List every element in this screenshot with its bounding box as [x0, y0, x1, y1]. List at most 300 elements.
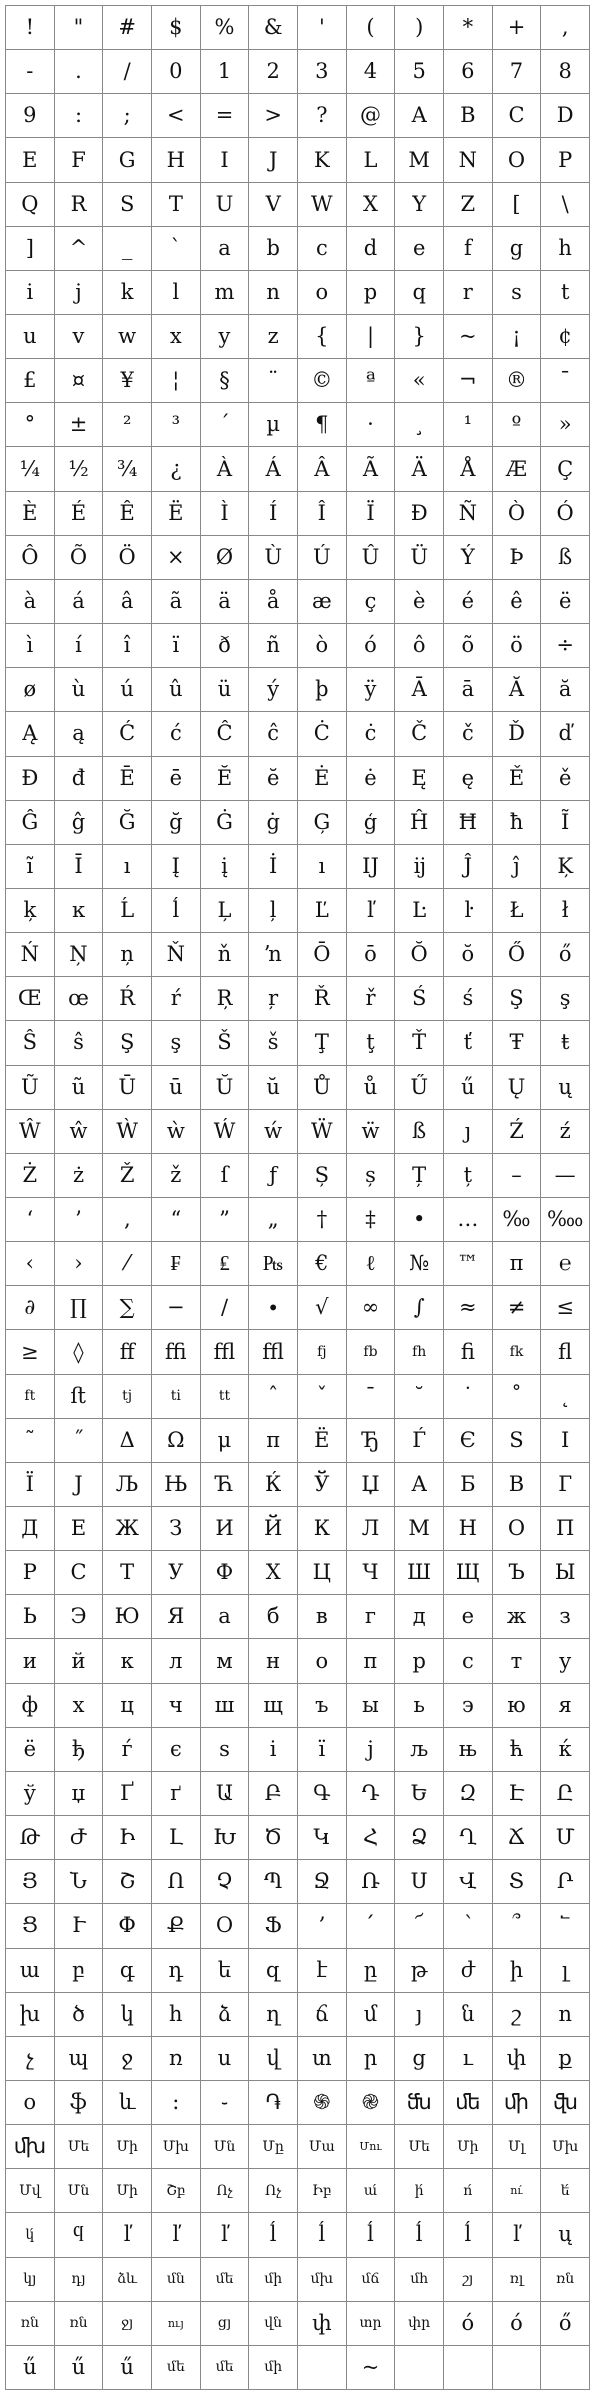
glyph-cell: №: [395, 1242, 444, 1286]
glyph-cell: ě: [541, 757, 590, 801]
glyph-cell: Ő: [493, 933, 542, 977]
glyph-cell: ü: [201, 668, 250, 712]
glyph-cell: փր: [395, 2302, 444, 2346]
glyph-cell: Ç: [541, 447, 590, 491]
glyph-cell: ё: [6, 1728, 55, 1772]
glyph-cell: ր: [347, 2037, 396, 2081]
glyph-cell: ‘: [6, 1198, 55, 1242]
glyph-cell: ֎: [347, 2081, 396, 2125]
glyph-cell: ђ: [55, 1728, 104, 1772]
glyph-cell: ŉ: [249, 933, 298, 977]
glyph-cell: С: [55, 1551, 104, 1595]
glyph-cell: ő: [541, 2302, 590, 2346]
glyph-cell: Ł: [493, 889, 542, 933]
glyph-cell: ժ: [444, 1949, 493, 1993]
glyph-cell: ф: [6, 1684, 55, 1728]
glyph-cell: ֆ: [55, 2081, 104, 2125]
glyph-cell: Ж: [103, 1507, 152, 1551]
glyph-cell: в: [298, 1595, 347, 1639]
glyph-cell: х: [55, 1684, 104, 1728]
glyph-cell: o: [298, 271, 347, 315]
glyph-cell: Ջ: [298, 1860, 347, 1904]
glyph-cell: ȷ: [444, 1110, 493, 1154]
glyph-cell: ﬁ: [444, 1330, 493, 1374]
glyph-cell: û: [152, 668, 201, 712]
glyph-cell: կ́: [6, 2213, 55, 2257]
glyph-cell: ĺ: [249, 2213, 298, 2257]
glyph-cell: ﬕ: [493, 2081, 542, 2125]
glyph-cell: è: [395, 580, 444, 624]
glyph-cell: ŭ: [249, 1066, 298, 1110]
glyph-cell: ա́: [347, 2169, 396, 2213]
glyph-cell: Ï: [347, 492, 396, 536]
glyph-cell: Ș: [298, 1154, 347, 1198]
glyph-cell: ’: [55, 1198, 104, 1242]
glyph-cell: Պ: [249, 1860, 298, 1904]
glyph-cell: մխ: [298, 2258, 347, 2302]
glyph-cell: ŕ: [152, 977, 201, 1021]
glyph-cell: ÿ: [347, 668, 396, 712]
glyph-cell: ă: [541, 668, 590, 712]
glyph-cell: Ţ: [298, 1021, 347, 1065]
glyph-cell: Մի: [103, 2169, 152, 2213]
glyph-cell: M: [395, 138, 444, 182]
glyph-cell: Z: [444, 183, 493, 227]
glyph-cell: ”: [201, 1198, 250, 1242]
glyph-cell: ľ: [493, 2213, 542, 2257]
glyph-cell: չ: [6, 2037, 55, 2081]
glyph-cell: Т: [103, 1551, 152, 1595]
glyph-cell-empty: [493, 2346, 542, 2390]
glyph-cell: Ր: [541, 1860, 590, 1904]
glyph-cell: Ā: [395, 668, 444, 712]
glyph-cell: ^: [55, 227, 104, 271]
glyph-cell: ₤: [201, 1242, 250, 1286]
glyph-cell: ﬖ: [541, 2081, 590, 2125]
glyph-cell: ft: [6, 1375, 55, 1419]
glyph-cell: Ź: [493, 1110, 542, 1154]
glyph-cell: ﬂ: [541, 1330, 590, 1374]
glyph-cell: и: [6, 1639, 55, 1683]
glyph-cell: ъ: [298, 1684, 347, 1728]
glyph-cell: վն: [249, 2302, 298, 2346]
glyph-cell: ¨: [249, 359, 298, 403]
glyph-cell: ¯: [347, 1375, 396, 1419]
glyph-cell: ň: [201, 933, 250, 977]
glyph-cell: Ý: [444, 536, 493, 580]
glyph-cell: Í: [249, 492, 298, 536]
glyph-cell: ¦: [152, 359, 201, 403]
glyph-cell: [: [493, 183, 542, 227]
glyph-cell: :: [55, 94, 104, 138]
glyph-grid: [5, 5, 590, 2390]
glyph-cell: Խ: [201, 1816, 250, 1860]
glyph-cell: Հ: [347, 1816, 396, 1860]
glyph-cell: Վ: [444, 1860, 493, 1904]
glyph-cell: º: [493, 403, 542, 447]
glyph-cell: ќ: [541, 1728, 590, 1772]
glyph-cell: կ: [103, 1993, 152, 2037]
glyph-cell: #: [103, 6, 152, 50]
glyph-cell: ։: [152, 2081, 201, 2125]
glyph-cell: ¶: [298, 403, 347, 447]
glyph-cell: Ի: [103, 1816, 152, 1860]
glyph-cell: р: [395, 1639, 444, 1683]
glyph-cell: √: [298, 1286, 347, 1330]
glyph-cell: j: [55, 271, 104, 315]
glyph-cell: ֍: [298, 2081, 347, 2125]
glyph-cell: տր: [347, 2302, 396, 2346]
glyph-cell: Ķ: [541, 845, 590, 889]
glyph-cell: A: [395, 94, 444, 138]
glyph-cell: fh: [395, 1330, 444, 1374]
glyph-cell: ֊: [201, 2081, 250, 2125]
glyph-cell: Ճ: [493, 1816, 542, 1860]
glyph-cell: О: [493, 1507, 542, 1551]
glyph-cell: Ĝ: [6, 801, 55, 845]
glyph-cell: č: [444, 712, 493, 756]
glyph-cell: А: [395, 1463, 444, 1507]
glyph-cell: ռ: [152, 2037, 201, 2081]
glyph-cell: ս: [201, 2037, 250, 2081]
glyph-cell: Џ: [347, 1463, 396, 1507]
glyph-cell: ц: [103, 1684, 152, 1728]
glyph-cell: Ñ: [444, 492, 493, 536]
glyph-cell: թ: [395, 1949, 444, 1993]
glyph-cell: Ŏ: [395, 933, 444, 977]
glyph-cell: Ş: [103, 1021, 152, 1065]
glyph-cell: W: [298, 183, 347, 227]
glyph-cell: Ņ: [55, 933, 104, 977]
glyph-cell: s: [201, 1728, 250, 1772]
glyph-cell: կյ: [6, 2258, 55, 2302]
glyph-cell: ˜: [6, 1419, 55, 1463]
glyph-cell: Ð: [395, 492, 444, 536]
glyph-cell: ¼: [6, 447, 55, 491]
glyph-cell: Ժ: [55, 1816, 104, 1860]
glyph-cell-empty: [395, 2346, 444, 2390]
glyph-cell: ƒ: [249, 1154, 298, 1198]
glyph-cell: Ւ: [55, 1904, 104, 1948]
glyph-cell: Գ: [298, 1772, 347, 1816]
glyph-cell: @: [347, 94, 396, 138]
glyph-cell: щ: [249, 1684, 298, 1728]
glyph-cell: Õ: [55, 536, 104, 580]
glyph-cell: մճ: [347, 2258, 396, 2302]
glyph-cell: ∏: [55, 1286, 104, 1330]
glyph-cell: н: [249, 1639, 298, 1683]
glyph-cell: B: [444, 94, 493, 138]
glyph-cell: Ē: [103, 757, 152, 801]
glyph-cell: ĸ: [55, 889, 104, 933]
glyph-cell: ĺ: [395, 2213, 444, 2257]
glyph-cell: Œ: [6, 977, 55, 1021]
glyph-cell: ‡: [347, 1198, 396, 1242]
glyph-cell: Q: [6, 183, 55, 227]
glyph-cell: э: [444, 1684, 493, 1728]
glyph-cell: I: [541, 1419, 590, 1463]
glyph-cell: ä: [201, 580, 250, 624]
glyph-cell: į: [201, 845, 250, 889]
glyph-cell: U: [201, 183, 250, 227]
glyph-cell: ь: [395, 1684, 444, 1728]
glyph-cell: ļ: [249, 889, 298, 933]
glyph-cell: ź: [541, 1110, 590, 1154]
glyph-cell: Ց: [6, 1904, 55, 1948]
glyph-cell: ՛: [347, 1904, 396, 1948]
glyph-cell: ã: [152, 580, 201, 624]
glyph-cell: ռն: [55, 2302, 104, 2346]
glyph-cell: Ոչ: [201, 2169, 250, 2213]
glyph-cell: ≈: [444, 1286, 493, 1330]
glyph-cell: ձև: [103, 2258, 152, 2302]
glyph-cell: Մե: [55, 2125, 104, 2169]
glyph-cell: u: [6, 315, 55, 359]
glyph-cell: К: [298, 1507, 347, 1551]
glyph-cell: ћ: [493, 1728, 542, 1772]
glyph-cell: մե: [152, 2346, 201, 2390]
glyph-cell: Ü: [395, 536, 444, 580]
glyph-cell: —: [541, 1154, 590, 1198]
glyph-cell: ņ: [103, 933, 152, 977]
glyph-cell: բ: [55, 1949, 104, 1993]
glyph-cell: À: [201, 447, 250, 491]
glyph-cell: Š: [201, 1021, 250, 1065]
glyph-cell: Յ: [6, 1860, 55, 1904]
glyph-cell: ¥: [103, 359, 152, 403]
glyph-cell: “: [152, 1198, 201, 1242]
glyph-cell: ķ: [6, 889, 55, 933]
glyph-cell: ŗ: [249, 977, 298, 1021]
glyph-cell: а: [201, 1595, 250, 1639]
glyph-cell: g: [493, 227, 542, 271]
glyph-cell: ‚: [103, 1198, 152, 1242]
glyph-cell: Ф: [201, 1551, 250, 1595]
glyph-cell: C: [493, 94, 542, 138]
glyph-cell: å: [249, 580, 298, 624]
glyph-cell: |: [347, 315, 396, 359]
glyph-cell: N: [444, 138, 493, 182]
glyph-cell: π: [249, 1419, 298, 1463]
glyph-cell: ի́: [395, 2169, 444, 2213]
glyph-cell: գ: [103, 1949, 152, 1993]
glyph-cell: ţ: [347, 1021, 396, 1065]
glyph-cell: ,: [541, 6, 590, 50]
glyph-cell: Y: [395, 183, 444, 227]
glyph-cell: ˘: [395, 1375, 444, 1419]
glyph-cell: ձ: [201, 1993, 250, 2037]
glyph-cell: ℓ: [347, 1242, 396, 1286]
glyph-cell: Ä: [395, 447, 444, 491]
glyph-cell: ¯: [541, 359, 590, 403]
glyph-cell: Щ: [444, 1551, 493, 1595]
glyph-cell: ˙: [444, 1375, 493, 1419]
glyph-cell: ч: [152, 1684, 201, 1728]
glyph-cell: Ċ: [298, 712, 347, 756]
glyph-cell: ű: [444, 1066, 493, 1110]
glyph-cell: у: [541, 1639, 590, 1683]
glyph-cell: Ч: [347, 1551, 396, 1595]
glyph-cell: Љ: [103, 1463, 152, 1507]
glyph-cell: պ: [55, 2037, 104, 2081]
glyph-cell: ): [395, 6, 444, 50]
glyph-cell: Ó: [541, 492, 590, 536]
glyph-cell: ռն: [6, 2302, 55, 2346]
glyph-cell: ˝: [55, 1419, 104, 1463]
glyph-cell: ó: [347, 624, 396, 668]
glyph-cell: `: [152, 227, 201, 271]
glyph-cell: i: [249, 1728, 298, 1772]
glyph-cell: ű: [6, 2346, 55, 2390]
glyph-cell: £: [6, 359, 55, 403]
glyph-cell: k: [103, 271, 152, 315]
glyph-cell: ó: [444, 2302, 493, 2346]
glyph-cell: փ: [493, 2037, 542, 2081]
glyph-cell: ĺ: [444, 2213, 493, 2257]
glyph-cell: Â: [298, 447, 347, 491]
glyph-cell: ղ: [249, 1993, 298, 2037]
glyph-cell: 9: [6, 94, 55, 138]
glyph-cell: ĵ: [493, 845, 542, 889]
glyph-cell: Ĩ: [541, 801, 590, 845]
glyph-cell: հ: [152, 1993, 201, 2037]
glyph-cell: ու́: [493, 2169, 542, 2213]
glyph-cell: c: [298, 227, 347, 271]
glyph-cell: Г: [541, 1463, 590, 1507]
glyph-cell: …: [444, 1198, 493, 1242]
glyph-cell: ո́: [444, 2169, 493, 2213]
glyph-cell: й: [55, 1639, 104, 1683]
glyph-cell: ՚: [298, 1904, 347, 1948]
glyph-cell: -: [6, 50, 55, 94]
glyph-cell: ¬: [444, 359, 493, 403]
glyph-cell: և: [103, 2081, 152, 2125]
glyph-cell: ş: [152, 1021, 201, 1065]
glyph-cell: Ŕ: [103, 977, 152, 1021]
glyph-cell: Î: [298, 492, 347, 536]
glyph-cell: ľ: [347, 889, 396, 933]
glyph-cell: Ê: [103, 492, 152, 536]
glyph-cell: ö: [493, 624, 542, 668]
glyph-cell: ա: [6, 1949, 55, 1993]
glyph-cell: Ã: [347, 447, 396, 491]
glyph-cell: Я: [152, 1595, 201, 1639]
glyph-cell: ∙: [249, 1286, 298, 1330]
glyph-cell: ŵ: [55, 1110, 104, 1154]
glyph-cell: m: [201, 271, 250, 315]
glyph-cell: ¹: [444, 403, 493, 447]
glyph-cell: Զ: [444, 1772, 493, 1816]
glyph-cell: T: [152, 183, 201, 227]
glyph-cell: Ă: [493, 668, 542, 712]
glyph-cell: Ĺ: [103, 889, 152, 933]
glyph-cell: Ћ: [201, 1463, 250, 1507]
glyph-cell: Ň: [152, 933, 201, 977]
glyph-cell: Ř: [298, 977, 347, 1021]
glyph-cell: Ш: [395, 1551, 444, 1595]
glyph-cell: ³: [152, 403, 201, 447]
glyph-cell: Э: [55, 1595, 104, 1639]
glyph-cell: 6: [444, 50, 493, 94]
glyph-cell: t: [541, 271, 590, 315]
glyph-cell: &: [249, 6, 298, 50]
glyph-cell: +: [493, 6, 542, 50]
glyph-cell: ſ: [201, 1154, 250, 1198]
glyph-cell: ů: [347, 1066, 396, 1110]
glyph-cell: ¡: [493, 315, 542, 359]
glyph-cell: tt: [201, 1375, 250, 1419]
glyph-cell: ﬓ: [395, 2081, 444, 2125]
glyph-cell: ĺ: [152, 889, 201, 933]
glyph-cell: ş: [541, 977, 590, 1021]
glyph-cell: լ: [541, 1949, 590, 1993]
glyph-cell: Ք: [152, 1904, 201, 1948]
glyph-cell: S: [493, 1419, 542, 1463]
glyph-cell: Ũ: [6, 1066, 55, 1110]
glyph-cell: ¸: [395, 403, 444, 447]
glyph-cell: ույ: [152, 2302, 201, 2346]
glyph-cell: 5: [395, 50, 444, 94]
glyph-cell: G: [103, 138, 152, 182]
glyph-cell: Ը: [541, 1772, 590, 1816]
glyph-cell: <: [152, 94, 201, 138]
glyph-cell: s: [493, 271, 542, 315]
glyph-cell: $: [152, 6, 201, 50]
glyph-cell: i: [6, 271, 55, 315]
glyph-cell: ": [55, 6, 104, 50]
glyph-cell: (: [347, 6, 396, 50]
glyph-cell: ≠: [493, 1286, 542, 1330]
glyph-cell: Ų: [493, 1066, 542, 1110]
glyph-cell: 1: [201, 50, 250, 94]
glyph-cell: ĝ: [55, 801, 104, 845]
glyph-cell: P: [541, 138, 590, 182]
glyph-cell: ≤: [541, 1286, 590, 1330]
glyph-cell: ŝ: [55, 1021, 104, 1065]
glyph-cell: ց: [395, 2037, 444, 2081]
glyph-cell: ¤: [55, 359, 104, 403]
glyph-cell: Ť: [395, 1021, 444, 1065]
glyph-cell: Ë: [152, 492, 201, 536]
glyph-cell: Д: [6, 1507, 55, 1551]
glyph-cell: Ļ: [201, 889, 250, 933]
glyph-cell: ti: [152, 1375, 201, 1419]
glyph-cell: Դ: [347, 1772, 396, 1816]
glyph-cell: •: [395, 1198, 444, 1242]
glyph-cell: V: [249, 183, 298, 227]
glyph-cell: Ė: [298, 757, 347, 801]
glyph-cell: *: [444, 6, 493, 50]
glyph-cell: В: [493, 1463, 542, 1507]
glyph-cell: ՝: [444, 1904, 493, 1948]
glyph-cell: Ц: [298, 1551, 347, 1595]
glyph-cell: ẁ: [152, 1110, 201, 1154]
glyph-cell: М: [395, 1507, 444, 1551]
glyph-cell: ř: [347, 977, 396, 1021]
glyph-cell: ẅ: [347, 1110, 396, 1154]
glyph-cell: է: [298, 1949, 347, 1993]
glyph-cell: Մն: [55, 2169, 104, 2213]
glyph-cell: Њ: [152, 1463, 201, 1507]
glyph-cell: ե: [201, 1949, 250, 1993]
glyph-cell: ē: [152, 757, 201, 801]
glyph-cell: շյ: [444, 2258, 493, 2302]
glyph-cell: п: [347, 1639, 396, 1683]
glyph-cell: Մխ: [541, 2125, 590, 2169]
glyph-cell: ú: [103, 668, 152, 712]
glyph-cell: ւ: [444, 2037, 493, 2081]
glyph-cell: D: [541, 94, 590, 138]
